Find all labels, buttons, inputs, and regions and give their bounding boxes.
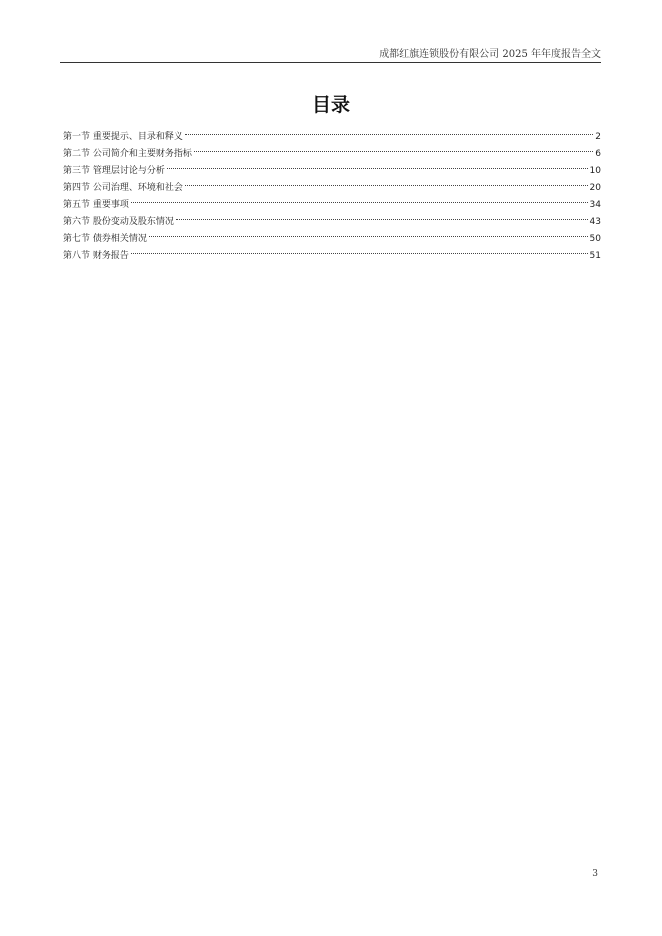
toc-dot-leader (149, 224, 588, 241)
toc-dot-leader (167, 156, 588, 173)
toc-entry-page: 43 (589, 217, 601, 227)
toc-entry-label: 第六节 股份变动及股东情况 (63, 217, 174, 227)
toc-dot-leader (131, 190, 588, 207)
toc-entry-label: 第四节 公司治理、环境和社会 (63, 183, 183, 193)
toc-dot-leader (194, 139, 593, 156)
toc-entry-section-8[interactable] (63, 241, 601, 261)
toc-title: 目录 (311, 94, 350, 116)
table-of-contents (63, 122, 601, 261)
toc-entry-label: 第五节 重要事项 (63, 200, 129, 210)
toc-entry-page: 51 (589, 251, 601, 261)
toc-entry-page: 50 (589, 234, 601, 244)
toc-entry-label: 第二节 公司简介和主要财务指标 (63, 149, 192, 159)
running-header: 成都红旗连锁股份有限公司 2025 年年度报告全文 (379, 49, 601, 60)
toc-dot-leader (176, 207, 588, 224)
toc-entry-page: 2 (595, 132, 601, 142)
toc-entry-section-6[interactable] (63, 207, 601, 227)
toc-entry-label: 第三节 管理层讨论与分析 (63, 166, 165, 176)
page-number: 3 (592, 869, 598, 879)
header-divider (60, 62, 601, 63)
toc-entry-page: 34 (589, 200, 601, 210)
toc-entry-section-1[interactable] (63, 122, 601, 142)
toc-entry-page: 20 (589, 183, 601, 193)
toc-entry-page: 6 (595, 149, 601, 159)
toc-entry-section-5[interactable] (63, 190, 601, 210)
toc-dot-leader (185, 122, 593, 139)
toc-dot-leader (131, 241, 588, 258)
toc-entry-label: 第七节 债券相关情况 (63, 234, 147, 244)
toc-entry-label: 第一节 重要提示、目录和释义 (63, 132, 183, 142)
toc-dot-leader (185, 173, 588, 190)
toc-entry-label: 第八节 财务报告 (63, 251, 129, 261)
toc-entry-page: 10 (589, 166, 601, 176)
